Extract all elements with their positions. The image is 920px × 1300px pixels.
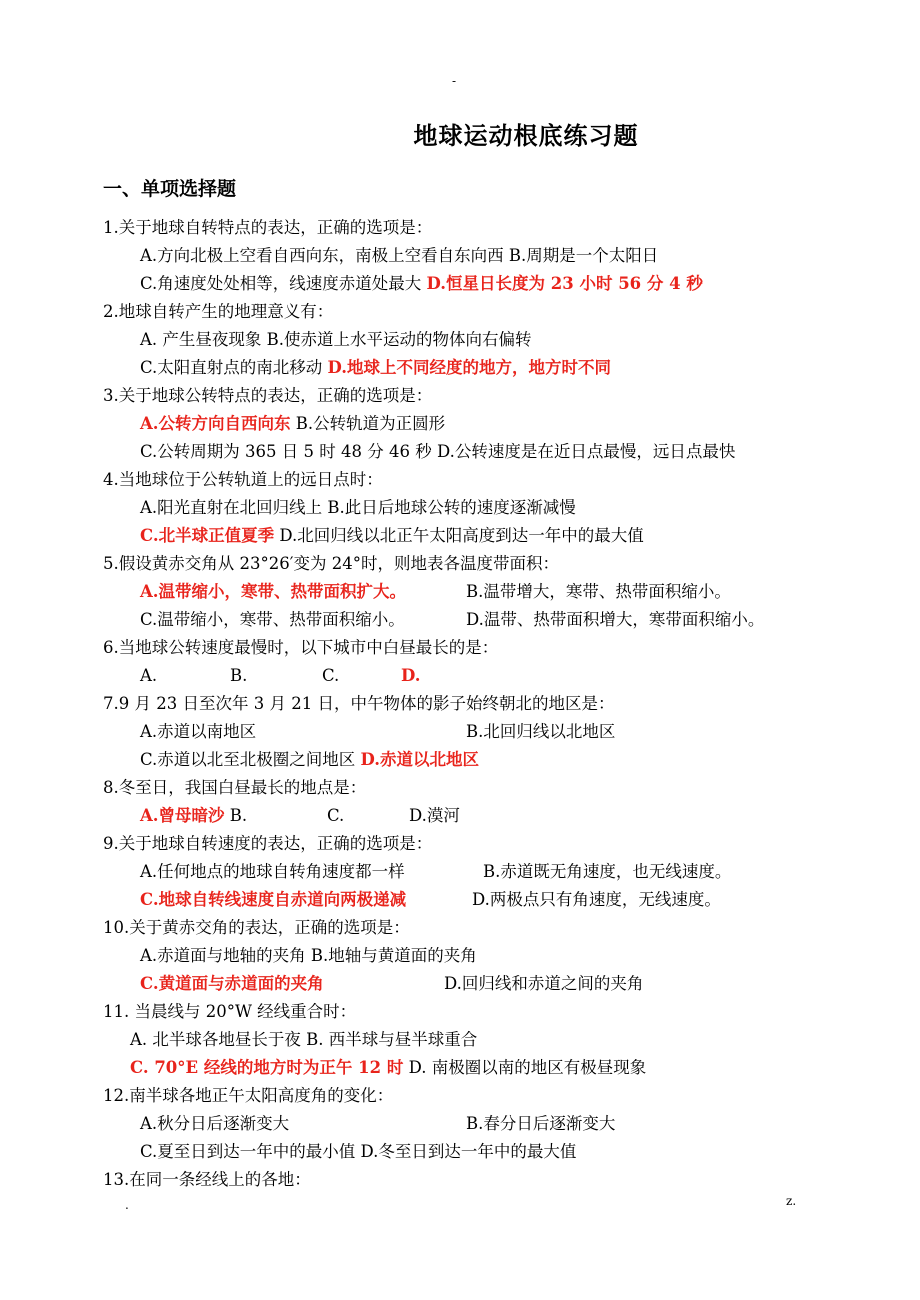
question-10-stem: 10.关于黄赤交角的表达，正确的选项是： xyxy=(103,918,410,937)
question-12-stem: 12.南半球各地正午太阳高度角的变化： xyxy=(103,1086,394,1105)
question-11-options-cd xyxy=(130,1057,646,1079)
question-7-option-b: B.北回归线以北地区 xyxy=(466,722,616,741)
question-3-options-ab xyxy=(140,413,445,435)
question-8-options-ab xyxy=(140,805,247,827)
question-2-options-cd xyxy=(140,357,611,379)
question-10-option-d: D.回归线和赤道之间的夹角 xyxy=(444,974,644,993)
header-mark: - xyxy=(452,74,457,88)
question-10-option-ab: A.赤道面与地轴的夹角 B.地轴与黄道面的夹角 xyxy=(140,946,477,965)
question-11-answer: C. 70°E 经线的地方时为正午 12 时 xyxy=(130,1058,404,1077)
question-2-answer: D.地球上不同经度的地方，地方时不同 xyxy=(327,358,611,377)
question-5-answer: A.温带缩小，寒带、热带面积扩大。 xyxy=(140,582,407,601)
question-8-stem: 8.冬至日，我国白昼最长的地点是： xyxy=(103,778,367,797)
footer-left: . xyxy=(125,1198,129,1212)
question-1-stem: 1.关于地球自转特点的表达，正确的选项是： xyxy=(103,218,433,237)
question-4-option-ab: A.阳光直射在北回归线上 B.此日后地球公转的速度逐渐减慢 xyxy=(140,498,576,517)
question-8-option-d: D.漠河 xyxy=(409,806,460,825)
question-6-option-b: B. xyxy=(230,666,248,685)
question-10-answer: C.黄道面与赤道面的夹角 xyxy=(140,974,324,993)
question-7-option-a: A.赤道以南地区 xyxy=(140,722,257,741)
question-2-stem: 2.地球自转产生的地理意义有： xyxy=(103,302,334,321)
question-9-option-d: D.两极点只有角速度，无线速度。 xyxy=(472,890,721,909)
question-7-option-c: C.赤道以北至北极圈之间地区 xyxy=(140,750,361,769)
question-9-answer: C.地球自转线速度自赤道向两极递减 xyxy=(140,890,407,909)
question-11-stem: 11. 当晨线与 20°W 经线重合时： xyxy=(103,1002,357,1021)
question-9-stem: 9.关于地球自转速度的表达，正确的选项是： xyxy=(103,834,433,853)
question-4-option-d: D.北回归线以北正午太阳高度到达一年中的最大值 xyxy=(274,526,644,545)
question-12-option-b: B.春分日后逐渐变大 xyxy=(466,1114,616,1133)
question-8-option-c: C. xyxy=(327,806,345,825)
question-6-answer: D. xyxy=(401,666,421,685)
question-3-option-cd: C.公转周期为 365 日 5 时 48 分 46 秒 D.公转速度是在近日点最慢，远日点最快 xyxy=(140,442,736,461)
question-9-option-a: A.任何地点的地球自转角速度都一样 xyxy=(140,862,405,881)
question-2-option-ab: A. 产生昼夜现象 B.使赤道上水平运动的物体向右偏转 xyxy=(140,330,532,349)
question-12-option-cd: C.夏至日到达一年中的最小值 D.冬至日到达一年中的最大值 xyxy=(140,1142,577,1161)
question-1-options-cd xyxy=(140,273,703,295)
question-6-option-a: A. xyxy=(140,666,158,685)
question-12-option-a: A.秋分日后逐渐变大 xyxy=(140,1114,290,1133)
question-7-stem: 7.9 月 23 日至次年 3 月 21 日，中午物体的影子始终朝北的地区是： xyxy=(103,694,615,713)
question-9-option-b: B.赤道既无角速度，也无线速度。 xyxy=(483,862,732,881)
question-3-answer: A.公转方向自西向东 xyxy=(140,414,291,433)
question-7-answer: D.赤道以北地区 xyxy=(360,750,479,769)
question-5-option-d: D.温带、热带面积增大，寒带面积缩小。 xyxy=(466,610,765,629)
question-7-options-cd xyxy=(140,749,479,771)
page-title: 地球运动根底练习题 xyxy=(413,121,639,150)
question-8-answer: A.曾母暗沙 xyxy=(140,806,225,825)
question-3-option-b: B.公转轨道为正圆形 xyxy=(290,414,446,433)
question-11-option-ab: A. 北半球各地昼长于夜 B. 西半球与昼半球重合 xyxy=(130,1030,478,1049)
question-6-stem: 6.当地球公转速度最慢时，以下城市中白昼最长的是： xyxy=(103,638,499,657)
question-11-option-d: D. 南极圈以南的地区有极昼现象 xyxy=(403,1058,647,1077)
question-2-option-c: C.太阳直射点的南北移动 xyxy=(140,358,328,377)
question-5-option-b: B.温带增大，寒带、热带面积缩小。 xyxy=(466,582,731,601)
question-1-answer: D.恒星日长度为 23 小时 56 分 4 秒 xyxy=(426,274,703,293)
question-5-option-c: C.温带缩小，寒带、热带面积缩小。 xyxy=(140,610,405,629)
question-6-option-c: C. xyxy=(322,666,340,685)
question-4-stem: 4.当地球位于公转轨道上的远日点时： xyxy=(103,470,383,489)
question-4-options-cd xyxy=(140,525,644,547)
question-1-option-c: C.角速度处处相等，线速度赤道处最大 xyxy=(140,274,427,293)
section-title: 一、单项选择题 xyxy=(103,178,237,200)
question-1-option-ab: A.方向北极上空看自西向东，南极上空看自东向西 B.周期是一个太阳日 xyxy=(140,246,659,265)
question-8-option-b: B. xyxy=(224,806,248,825)
question-3-stem: 3.关于地球公转特点的表达，正确的选项是： xyxy=(103,386,433,405)
question-5-stem: 5.假设黄赤交角从 23°26′变为 24°时，则地表各温度带面积： xyxy=(103,554,559,573)
question-13-stem: 13.在同一条经线上的各地： xyxy=(103,1170,311,1189)
footer-right: z. xyxy=(786,1194,797,1208)
question-4-answer: C.北半球正值夏季 xyxy=(140,526,275,545)
